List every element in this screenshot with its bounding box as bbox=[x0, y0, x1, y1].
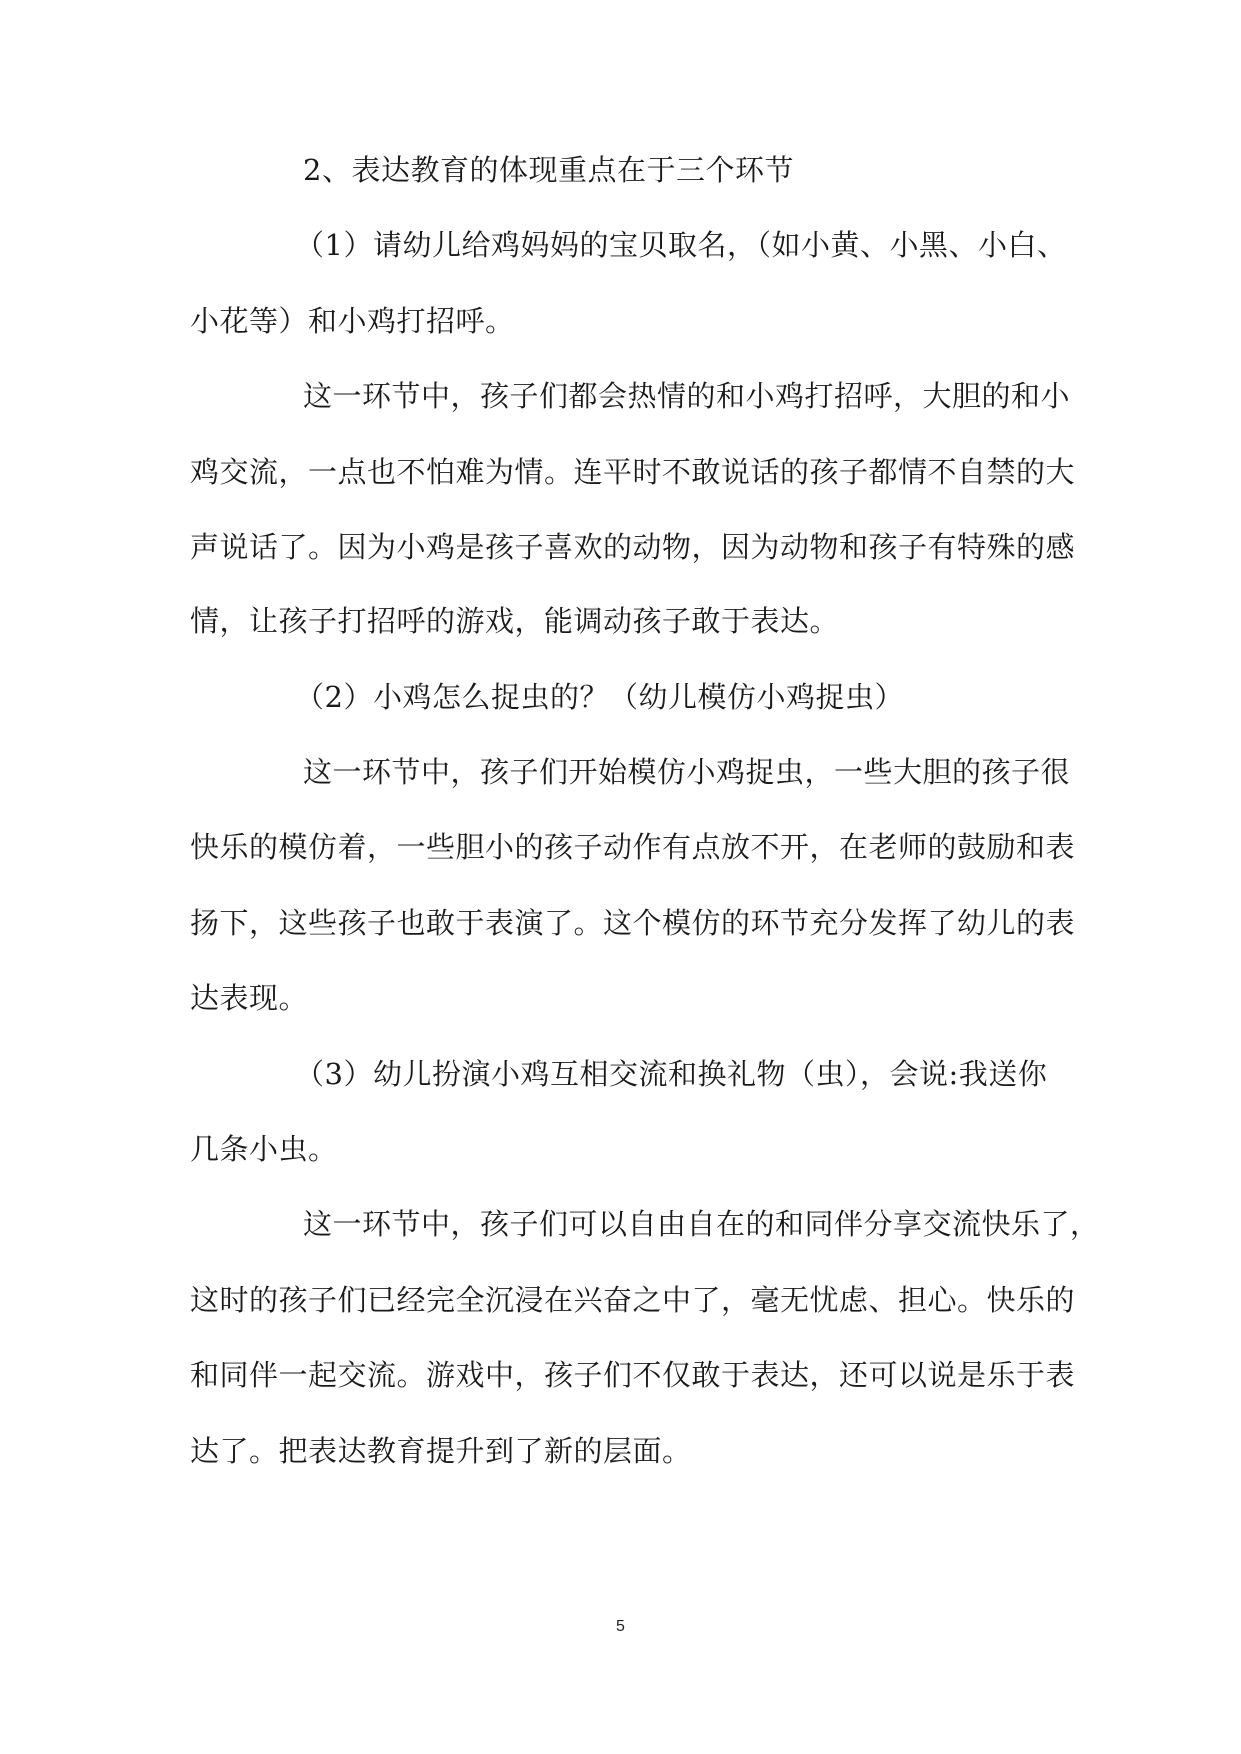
paragraph-2-line-3: 扬下，这些孩子也敢于表演了。这个模仿的环节充分发挥了幼儿的表 bbox=[190, 906, 1076, 940]
paragraph-1-line-2: 鸡交流，一点也不怕难为情。连平时不敢说话的孩子都情不自禁的大 bbox=[190, 455, 1076, 489]
paragraph-3-line-3: 和同伴一起交流。游戏中，孩子们不仅敢于表达，还可以说是乐于表 bbox=[190, 1358, 1076, 1392]
paragraph-2-line-4: 达表现。 bbox=[190, 981, 309, 1015]
paragraph-3-line-4: 达了。把表达教育提升到了新的层面。 bbox=[190, 1434, 692, 1468]
paragraph-1-line-3: 声说话了。因为小鸡是孩子喜欢的动物，因为动物和孩子有特殊的感 bbox=[190, 530, 1076, 564]
paragraph-3-line-1: 这一环节中，孩子们可以自由自在的和同伴分享交流快乐了， bbox=[303, 1207, 1100, 1241]
item-3-line-1: （3）幼儿扮演小鸡互相交流和换礼物（虫），会说:我送你 bbox=[295, 1057, 1048, 1091]
item-2-line-1: （2）小鸡怎么捉虫的？（幼儿模仿小鸡捉虫） bbox=[295, 680, 904, 714]
section-heading: 2、表达教育的体现重点在于三个环节 bbox=[303, 153, 794, 187]
item-1-line-1: （1）请幼儿给鸡妈妈的宝贝取名，（如小黄、小黑、小白、 bbox=[295, 228, 1067, 262]
paragraph-2-line-1: 这一环节中，孩子们开始模仿小鸡捉虫，一些大胆的孩子很 bbox=[303, 755, 1071, 789]
paragraph-2-line-2: 快乐的模仿着，一些胆小的孩子动作有点放不开，在老师的鼓励和表 bbox=[190, 830, 1076, 864]
item-1-line-2: 小花等）和小鸡打招呼。 bbox=[190, 304, 515, 338]
paragraph-1-line-1: 这一环节中，孩子们都会热情的和小鸡打招呼，大胆的和小 bbox=[303, 379, 1071, 413]
page-number: 5 bbox=[616, 1618, 625, 1635]
paragraph-1-line-4: 情，让孩子打招呼的游戏，能调动孩子敢于表达。 bbox=[190, 604, 840, 638]
paragraph-3-line-2: 这时的孩子们已经完全沉浸在兴奋之中了，毫无忧虑、担心。快乐的 bbox=[190, 1283, 1076, 1317]
item-3-line-2: 几条小虫。 bbox=[190, 1132, 338, 1166]
